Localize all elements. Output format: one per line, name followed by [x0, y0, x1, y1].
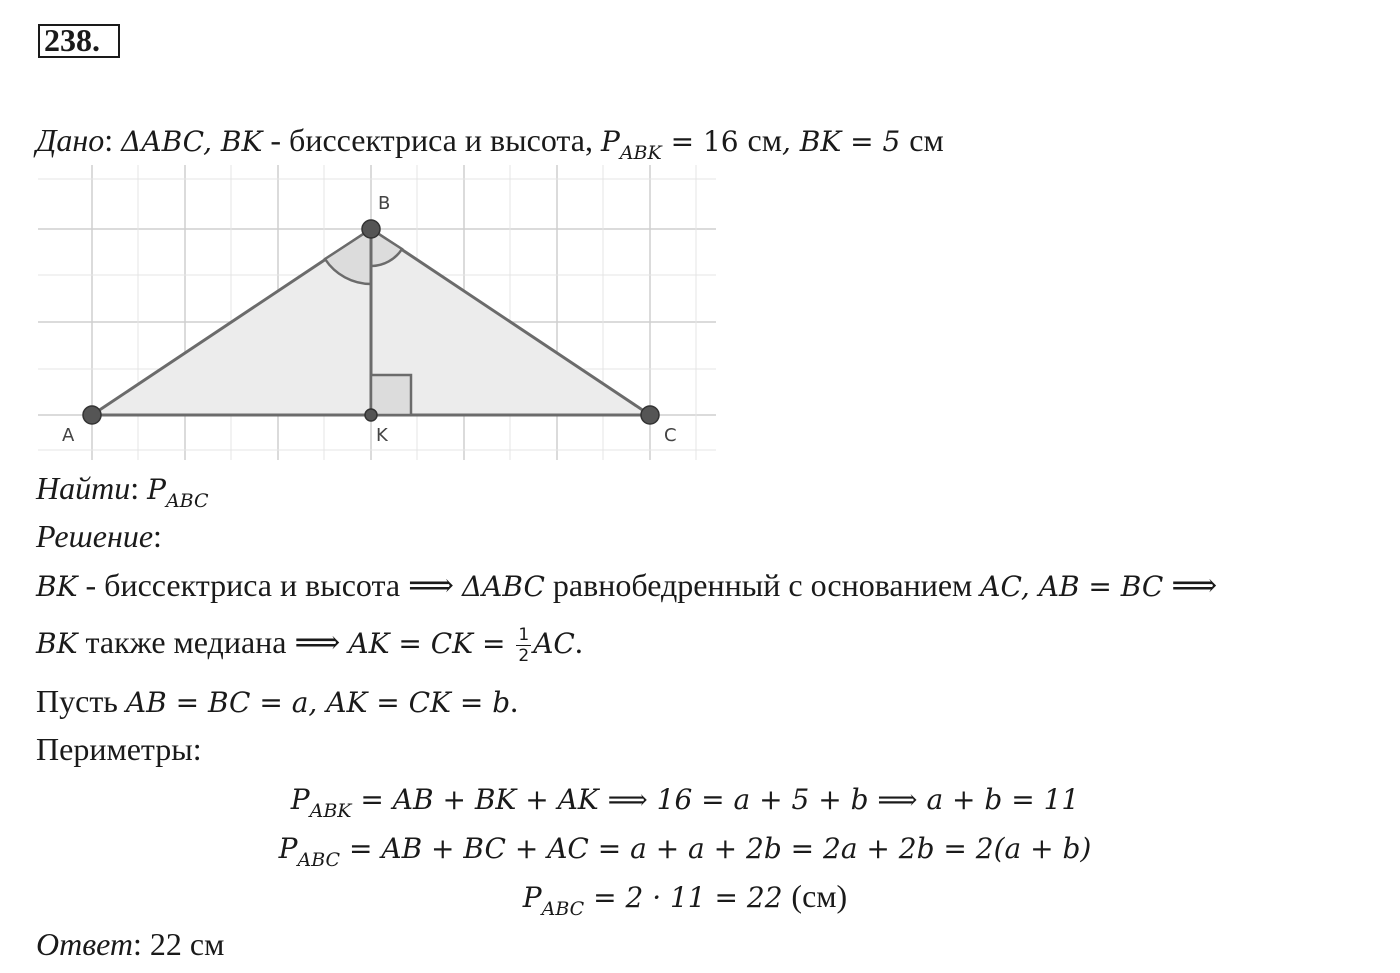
point-b: [362, 220, 380, 238]
triangle-figure: [38, 165, 716, 460]
point-a: [83, 406, 101, 424]
solution-label: Решение: [36, 518, 154, 554]
equation-2: $P_{ABC}$ = AB + BC + AC = a + a + 2b = 2a + 2b = 2(a + b): [278, 832, 1092, 871]
label-k: K: [376, 425, 388, 446]
given-line: Дано: ΔABC, BK - биссектриса и высота, $P_{ABK} = 16$ см, BK = 5 см: [36, 122, 944, 164]
solution-line-1: BK - биссектриса и высота ⟹ ΔABC равнобедренный с основанием AC, AB = BC ⟹: [36, 567, 1218, 603]
point-k: [365, 409, 377, 421]
answer-line: Ответ: 22 см: [36, 926, 225, 962]
given-unit: см: [747, 122, 782, 158]
fraction-one-half: $\frac{1}{2}$: [518, 625, 530, 667]
equation-1: $P_{ABK}$ = AB + BK + AK ⟹ 16 = a + 5 + b ⟹ a + b = 11: [290, 783, 1080, 822]
answer-value: 22 см: [141, 926, 225, 962]
given-bk-unit: см: [909, 122, 944, 158]
answer-label: Ответ: [36, 926, 133, 962]
solution-line-2: BK также медиана ⟹ AK = CK = $\frac{1}{2}$ AC.: [36, 624, 583, 667]
label-a: A: [62, 425, 75, 446]
point-c: [641, 406, 659, 424]
given-text: - биссектриса и высота,: [262, 122, 601, 158]
problem-number: 238.: [44, 22, 100, 58]
label-c: C: [664, 425, 677, 446]
right-angle-marker: [371, 375, 411, 415]
label-b: B: [378, 193, 391, 214]
solution-heading: Решение:: [36, 518, 162, 554]
find-line: Найти: $P_{ABC}$: [36, 470, 209, 512]
given-label: Дано: [36, 122, 105, 158]
given-perimeter: $P_{ABK} = 16$: [600, 125, 748, 164]
find-symbol: $P_{ABC}$: [147, 473, 209, 512]
perimeters-heading: Периметры:: [36, 731, 202, 767]
solution-line-3: Пусть AB = BC = a, AK = CK = b.: [36, 683, 519, 719]
find-label: Найти: [36, 470, 131, 506]
equation-3: $P_{ABC} = 2 \cdot 11 = 22$ (см): [522, 878, 848, 920]
given-bk: , BK = 5: [781, 125, 910, 158]
given-triangle: ΔABC, BK: [121, 125, 263, 158]
